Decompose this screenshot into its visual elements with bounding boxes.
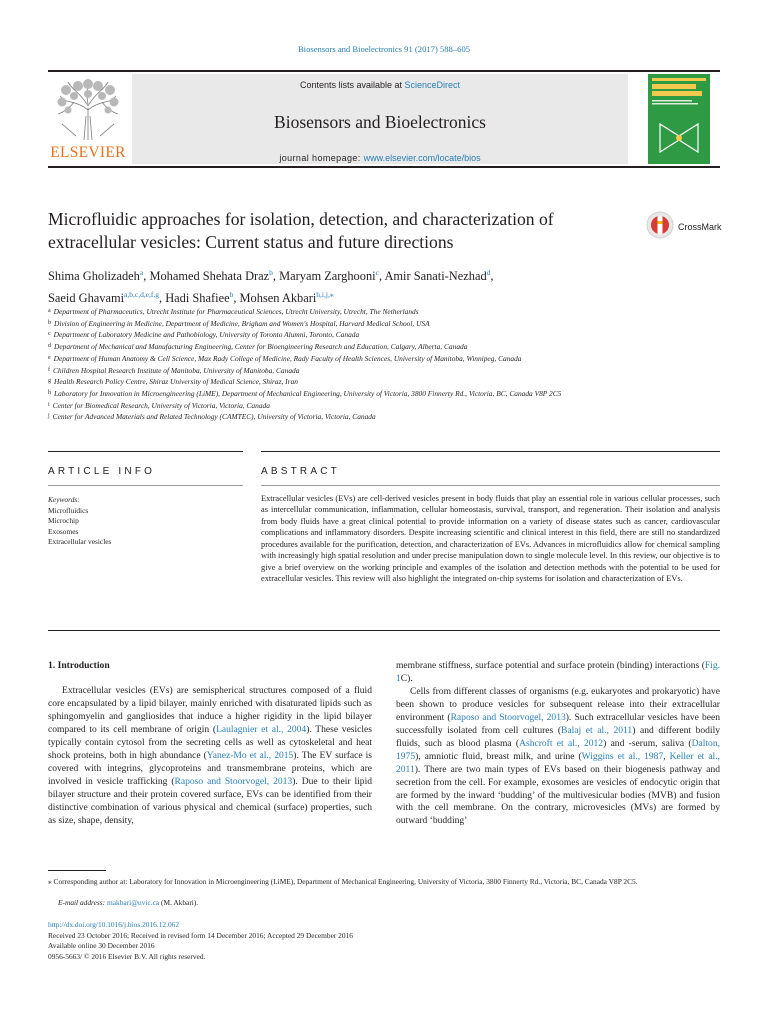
reference-link[interactable]: Wiggins et al., 1987 [581, 750, 664, 762]
masthead-band [132, 74, 628, 164]
reference-link[interactable]: Keller et al., 2011 [396, 750, 720, 775]
affiliation-item [48, 306, 648, 318]
author-affiliation-marks[interactable]: a,b,c,d,e,f,g [124, 289, 160, 299]
body-text: ). There are two main types of EVs based on their biogenesis pathway and secretion from the cell. For example, exosomes are vesicles of endocytic origin that are formed by the inward ‘budding’ of the multivesicular bodies (MVB) and fusion with the cell membrane. On the contrary, microvesicles (MVs) are formed by outward ‘budding’ [396, 763, 720, 827]
author-separator: , [159, 290, 166, 305]
body-text: membrane stiffness, surface potential and surface protein (binding) interactions ( [396, 660, 705, 671]
affiliation-text: Laboratory for Innovation in Microengineering (LiME), Department of Mechanical Engineering, University of Victoria, 3800 Finnerty Rd., Victoria, BC, Canada V8P 2C5 [54, 388, 562, 398]
elsevier-logo[interactable] [48, 78, 128, 164]
abstract-bottom-rule [48, 630, 720, 631]
author-name[interactable]: Mohamed Shehata Draz [149, 269, 270, 283]
affiliation-item [48, 365, 648, 377]
affiliation-text: Center for Biomedical Research, University of Victoria, Victoria, Canada [52, 400, 270, 410]
affiliation-text: Division of Engineering in Medicine, Department of Medicine, Brigham and Women's Hospital, Harvard Medical School, USA [54, 318, 430, 328]
body-text: Cells from different classes of organisms (e.g. eukaryotes and prokaryotic) have been shown to produce vesicles for subsequent release into their extracellular environment ( [396, 685, 720, 723]
reference-link[interactable]: Raposo and Stoorvogel, 2013 [174, 775, 293, 787]
affiliation-item [48, 388, 648, 400]
journal-cover-thumbnail[interactable] [648, 74, 710, 164]
email-label: E-mail address: [58, 898, 107, 907]
keyword-item[interactable]: Exosomes [48, 526, 79, 536]
author-affiliation-marks[interactable]: h,i,j,⁎ [316, 289, 334, 299]
affiliation-item [48, 376, 648, 388]
reference-link[interactable]: Ashcroft et al., 2012 [519, 737, 604, 749]
author-separator: , [378, 269, 385, 283]
reference-link[interactable]: Dalton, 1975 [396, 737, 720, 762]
affiliation-item [48, 411, 648, 423]
homepage-label: journal homepage: [279, 153, 364, 163]
contents-prefix: Contents lists available at [299, 80, 405, 90]
crossmark-label: CrossMark [678, 222, 722, 232]
affiliation-text: Health Research Policy Centre, Shiraz University of Medical Science, Shiraz, Iran [54, 377, 298, 387]
article-info-subrule [48, 485, 243, 486]
email-suffix: (M. Akbari). [159, 898, 199, 907]
sciencedirect-link[interactable]: ScienceDirect [404, 80, 461, 90]
introduction-left-column [48, 685, 372, 827]
keywords-label: Keywords: [48, 495, 80, 504]
reference-link[interactable]: Raposo and Stoorvogel, 2013 [450, 711, 566, 723]
author-affiliation-marks[interactable]: b [229, 289, 234, 299]
affiliation-text: Department of Laboratory Medicine and Pathobiology, University of Toronto Alumni, Toronto, Canada [53, 330, 360, 340]
journal-masthead [48, 70, 720, 168]
author-name[interactable]: Hadi Shafiee [165, 290, 230, 305]
affiliation-mark: a [48, 308, 51, 314]
affiliation-item [48, 329, 648, 341]
author-name[interactable]: Shima Gholizadeh [48, 269, 140, 283]
affiliation-list [48, 306, 648, 423]
affiliation-mark: c [48, 331, 51, 338]
article-info-rule [48, 451, 243, 452]
cover-art-icon [648, 74, 710, 164]
intro-paragraph [396, 660, 720, 686]
received-dates: Received 23 October 2016; Received in revised form 14 December 2016; Accepted 29 December 2016 [48, 930, 353, 940]
body-text: ) and different bodily fluids, such as blood plasma ( [396, 724, 721, 749]
keyword-item[interactable]: Microfluidics [48, 506, 89, 515]
elsevier-tree-icon [54, 78, 122, 142]
section-heading-introduction: 1. Introduction [48, 660, 110, 671]
body-text: C). [400, 672, 413, 684]
body-text: ). The EV surface is covered with integrins, glycoproteins and transmembrane proteins, which are involved in vesicle trafficking ( [48, 749, 373, 787]
affiliation-mark: i [48, 401, 50, 408]
affiliation-item [48, 400, 648, 412]
author-name[interactable]: Maryam Zarghooni [279, 269, 376, 283]
copyright-line: 0956-5663/ © 2016 Elsevier B.V. All rights reserved. [48, 951, 206, 961]
reference-link[interactable]: Laulagnier et al., 2004 [216, 723, 307, 735]
abstract-rule [261, 451, 720, 452]
body-text: ). Such extracellular vesicles have been successfully isolated from cell cultures ( [396, 711, 720, 736]
author-affiliation-marks[interactable]: c [375, 268, 379, 277]
affiliation-text: Department of Mechanical and Manufacturing Engineering, Center for Bioengineering Research and Education, Calgary, Alberta, Canada [54, 342, 468, 352]
body-text: Extracellular vesicles (EVs) are semispherical structures composed of a fluid core encapsulated by a lipid bilayer, mainly enriched with disaturated lipids such as sphingomyelin and gangliosides that induce a higher rigidity in the lipid bilayer compared to its cell membrane of origin ( [48, 685, 372, 735]
corresponding-author-note: ⁎ Corresponding author at: Laboratory for Innovation in Microengineering (LiME), Department of Mechanical Engineering, University of Victoria, 3800 Finnerty Rd., Victoria, BC, Canada V8P 2C5. [48, 877, 638, 886]
article-info-heading: ARTICLE INFO [48, 466, 156, 477]
affiliation-mark: f [48, 366, 50, 373]
author-name[interactable]: Mohsen Akbari [239, 290, 317, 305]
body-text: ). These vesicles typically contain cytosol from the secreting cells as well as cytoskeletal and heat shock proteins, both in high abundance ( [48, 723, 373, 761]
abstract-text: Extracellular vesicles (EVs) are cell-derived vesicles present in body fluids that play an essential role in various cellular processes, such as intercellular communication, inflammation, cellular homeostasis, survival, transport, and regeneration. Their isolation and analysis from body fluids have a great clinical potential to provide information on a variety of disease states such as cancer, cardiovascular complications and inflammatory disorders. Despite increasing scientific and clinical interest in this field, there are still no standardized procedures available for the purification, detection, and characterization of EVs. Advances in microfluidics allow for chemical sampling with increasingly high spatial resolution and under precise manipulation down to single molecule level. In this review, our objective is to give a brief overview on the working principle and examples of the isolation and detection methods with the potential to be used for extracellular vesicles. This review will also highlight the integrated on-chip systems for isolation and characterization of EVs. [261, 494, 720, 584]
body-text: ). Due to their lipid bilayer structure and their protein covered surface, EVs can be identified from their distinctive combination of various physical and chemical (surface) properties, such as size, shape, density, [48, 775, 373, 826]
crossmark-badge[interactable] [646, 210, 726, 244]
body-text: , [663, 750, 670, 762]
journal-homepage-line [132, 153, 628, 163]
reference-link[interactable]: Yanez-Mo et al., 2015 [206, 749, 294, 761]
abstract-heading: ABSTRACT [261, 466, 340, 477]
elsevier-wordmark: ELSEVIER [50, 144, 126, 161]
affiliation-text: Children Hospital Research Institute of Manitoba, University of Manitoba, Canada [53, 365, 300, 375]
author-affiliation-marks[interactable]: a [139, 268, 144, 277]
affiliation-mark: j [48, 413, 50, 420]
crossmark-icon [646, 210, 674, 242]
homepage-link[interactable]: www.elsevier.com/locate/bios [363, 153, 481, 163]
body-text: ) and -serum, saliva ( [603, 737, 692, 749]
reference-link[interactable]: Fig. 1 [396, 660, 720, 684]
author-affiliation-marks[interactable]: b [269, 268, 273, 277]
body-text: ), amniotic fluid, breast milk, and urine ( [415, 750, 582, 762]
introduction-right-column [396, 660, 720, 828]
journal-title: Biosensors and Bioelectronics [274, 112, 486, 132]
keyword-list [48, 506, 111, 548]
affiliation-mark: e [48, 354, 51, 361]
affiliation-text: Department of Human Anatomy & Cell Science, Max Rady College of Medicine, Rady Faculty of Health Sciences, University of Manitoba, Winnipeg, Canada [53, 353, 522, 363]
affiliation-mark: g [48, 378, 51, 385]
author-name[interactable]: Amir Sanati-Nezhad [384, 269, 487, 283]
reference-link[interactable]: Balaj et al., 2011 [561, 724, 633, 736]
affiliation-mark: d [48, 343, 51, 350]
journal-citation[interactable]: Biosensors and Bioelectronics 91 (2017) 588–605 [297, 44, 471, 54]
affiliation-item [48, 353, 648, 365]
author-separator: , [272, 269, 280, 283]
contents-line [132, 80, 628, 90]
affiliation-text: Center for Advanced Materials and Related Technology (CAMTEC), University of Victoria, Victoria, Canada [52, 412, 376, 422]
author-separator: , [233, 290, 240, 305]
email-link[interactable]: makbari@uvic.ca [107, 898, 160, 907]
footnote-rule [48, 870, 106, 871]
article-title: Microfluidic approaches for isolation, detection, and characterization of extracellular vesicles: Current status and future directions [48, 209, 554, 252]
affiliation-mark: b [48, 319, 51, 326]
doi-link[interactable]: http://dx.doi.org/10.1016/j.bios.2016.12.062 [48, 920, 180, 929]
keyword-item[interactable]: Extracellular vesicles [48, 537, 112, 547]
affiliation-item [48, 341, 648, 353]
author-list [48, 264, 688, 307]
online-date: Available online 30 December 2016 [48, 941, 155, 950]
author-separator: , [143, 269, 150, 283]
author-name[interactable]: Saeid Ghavami [48, 290, 125, 305]
intro-paragraph [396, 686, 720, 828]
affiliation-text: Department of Pharmaceutics, Utrecht Institute for Pharmaceutical Sciences, Utrecht University, Utrecht, The Netherlands [53, 307, 419, 316]
affiliation-item [48, 318, 648, 330]
keyword-item[interactable]: Microchip [48, 516, 79, 526]
email-note [48, 898, 720, 909]
author-separator: , [490, 269, 494, 283]
publication-info [48, 920, 720, 962]
affiliation-mark: h [48, 389, 51, 396]
abstract-subrule [261, 485, 720, 486]
author-affiliation-marks[interactable]: d [486, 268, 491, 277]
